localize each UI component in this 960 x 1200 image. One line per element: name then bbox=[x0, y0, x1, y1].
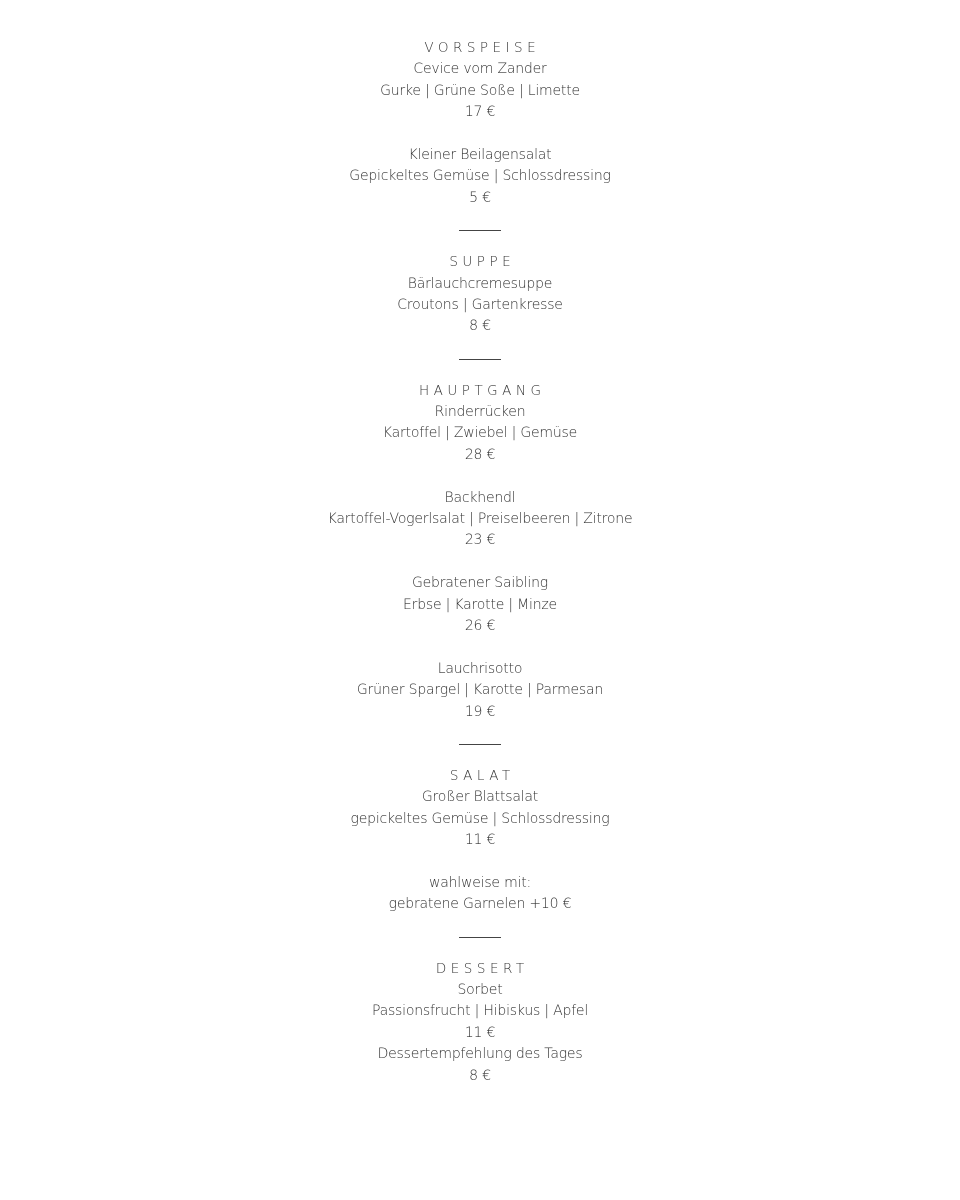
section-salat bbox=[0, 766, 960, 916]
item-price: 23 € bbox=[464, 532, 496, 549]
item-name: Kleiner Beilagensalat bbox=[408, 146, 552, 163]
item-name: Gebratener Saibling bbox=[412, 575, 548, 592]
item-name: Cevice vom Zander bbox=[413, 61, 547, 78]
item-details: Grüner Spargel | Karotte | Parmesan bbox=[356, 682, 604, 699]
section-dessert bbox=[0, 959, 960, 1087]
item-price: 19 € bbox=[464, 703, 496, 720]
section-divider bbox=[459, 359, 501, 360]
section-divider bbox=[459, 230, 501, 231]
item-price: 11 € bbox=[464, 1024, 496, 1041]
section-heading: SUPPE bbox=[449, 254, 516, 271]
section-hauptgang bbox=[0, 381, 960, 723]
item-name: Bärlauchcremesuppe bbox=[407, 275, 553, 292]
section-heading: HAUPTGANG bbox=[419, 382, 546, 399]
item-details: Gurke | Grüne Soße | Limette bbox=[380, 82, 580, 99]
item-price: 11 € bbox=[464, 832, 496, 849]
item-name: Backhendl bbox=[444, 489, 516, 506]
item-price: 28 € bbox=[464, 446, 496, 463]
item-name: Sorbet bbox=[457, 982, 503, 999]
item-name: Großer Blattsalat bbox=[421, 789, 539, 806]
item-price: 8 € bbox=[469, 318, 491, 335]
item-price: 17 € bbox=[464, 104, 496, 121]
item-details: Croutons | Gartenkresse bbox=[397, 296, 563, 313]
section-divider bbox=[459, 744, 501, 745]
option-detail: gebratene Garnelen +10 € bbox=[388, 896, 572, 913]
item-details: Kartoffel | Zwiebel | Gemüse bbox=[382, 425, 578, 442]
section-heading: DESSERT bbox=[435, 960, 529, 977]
section-heading: SALAT bbox=[449, 767, 515, 784]
item-name: Lauchrisotto bbox=[437, 660, 523, 677]
item-details: Passionsfrucht | Hibiskus | Apfel bbox=[371, 1003, 589, 1020]
item-price: 26 € bbox=[464, 617, 496, 634]
item-name: Rinderrücken bbox=[434, 404, 526, 421]
item-details: Erbse | Karotte | Minze bbox=[403, 596, 557, 613]
section-suppe bbox=[0, 252, 960, 338]
section-heading: VORSPEISE bbox=[424, 40, 541, 56]
item-details: Gepickeltes Gemüse | Schlossdressing bbox=[349, 168, 611, 185]
section-divider bbox=[459, 937, 501, 938]
section-vorspeise bbox=[0, 38, 960, 209]
item-details: gepickeltes Gemüse | Schlossdressing bbox=[350, 810, 610, 827]
item-price: 5 € bbox=[469, 189, 491, 206]
item-price: 8 € bbox=[469, 1067, 491, 1084]
item-details: Kartoffel-Vogerlsalat | Preiselbeeren | Zitrone bbox=[327, 511, 633, 528]
item-name: Dessertempfehlung des Tages bbox=[377, 1046, 583, 1063]
option-note: wahlweise mit: bbox=[428, 874, 532, 891]
